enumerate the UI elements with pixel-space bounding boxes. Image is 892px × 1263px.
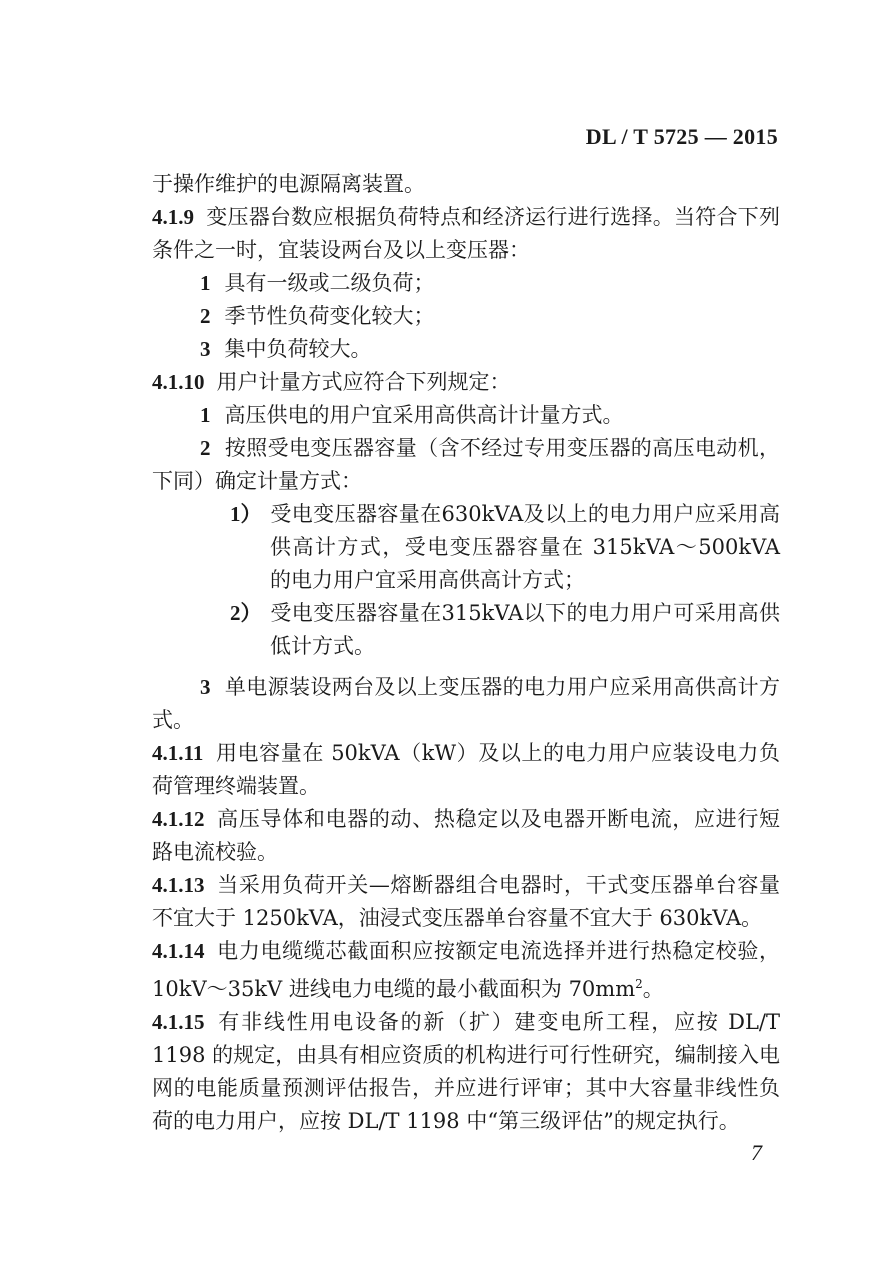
clause-text: 用电容量在 50kVA（kW）及以上的电力用户应装设电力负荷管理终端装置。 xyxy=(152,741,780,798)
list-item: 1 具有一级或二级负荷； xyxy=(200,271,435,295)
clause-4-1-12 xyxy=(152,803,780,869)
clause-text: 变压器台数应根据负荷特点和经济运行进行选择。当符合下列条件之一时，宜装设两台及以上变压器： xyxy=(152,205,780,262)
clause-4-1-9 xyxy=(152,201,780,267)
clause-4-1-13 xyxy=(152,869,780,935)
standard-code-header: DL / T 5725 — 2015 xyxy=(585,124,778,149)
list-item: 2 季节性负荷变化较大； xyxy=(200,304,435,328)
list-item: 1 高压供电的用户宜采用高供高计计量方式。 xyxy=(200,403,624,427)
clause-number: 4.1.10 xyxy=(152,370,205,394)
clause-number: 4.1.11 xyxy=(152,741,204,765)
clause-text: 当采用负荷开关—熔断器组合电器时，干式变压器单台容量不宜大于 1250kVA，油浸式变压器单台容量不宜大于 630kVA。 xyxy=(152,873,780,930)
paragraph-continuation: 于操作维护的电源隔离装置。 xyxy=(152,172,425,196)
clause-text: 用户计量方式应符合下列规定： xyxy=(216,370,511,394)
clause-number: 4.1.9 xyxy=(152,205,194,229)
clause-4-1-14: 4.1.14 电力电缆缆芯截面积应按额定电流选择并进行热稳定校验，10kV～35kV 进线电力电缆的最小截面积为 $70mm^2$。 xyxy=(152,939,780,1001)
list-item: 2 按照受电变压器容量（含不经过专用变压器的高压电动机，下同）确定计量方式： xyxy=(152,436,780,493)
sub-list-item: 2） 受电变压器容量在315kVA以下的电力用户可采用高供低计方式。 xyxy=(230,601,780,658)
clause-text: 电力电缆缆芯截面积应按额定电流选择并进行热稳定校验，10kV～35kV 进线电力电缆的最小截面积为 70mm xyxy=(152,939,780,1001)
clause-4-1-11 xyxy=(152,737,780,803)
clause-number: 4.1.12 xyxy=(152,807,205,831)
document-body xyxy=(152,168,780,1138)
clause-number: 4.1.13 xyxy=(152,873,205,897)
list-item: 3 单电源装设两台及以上变压器的电力用户应采用高供高计方式。 xyxy=(152,675,780,732)
clause-text: 高压导体和电器的动、热稳定以及电器开断电流，应进行短路电流校验。 xyxy=(152,807,780,864)
clause-4-1-15 xyxy=(152,1006,780,1138)
sub-list-item: 1） 受电变压器容量在630kVA及以上的电力用户应采用高供高计方式，受电变压器容量在 315kVA～500kVA 的电力用户宜采用高供高计方式； xyxy=(230,502,780,592)
clause-number: 4.1.14 xyxy=(152,939,205,963)
clause-number: 4.1.15 xyxy=(152,1010,205,1034)
clause-4-1-10 xyxy=(152,366,780,399)
list-item: 3 集中负荷较大。 xyxy=(200,337,372,361)
page-number: 7 xyxy=(751,1140,762,1165)
clause-text: 有非线性用电设备的新（扩）建变电所工程，应按 DL/T 1198 的规定，由具有相应资质的机构进行可行性研究，编制接入电网的电能质量预测评估报告，并应进行评审；其中大容量非线性负荷的电力用户，应按 DL/T 1198 中“第三级评估”的规定执行。 xyxy=(152,1010,780,1133)
